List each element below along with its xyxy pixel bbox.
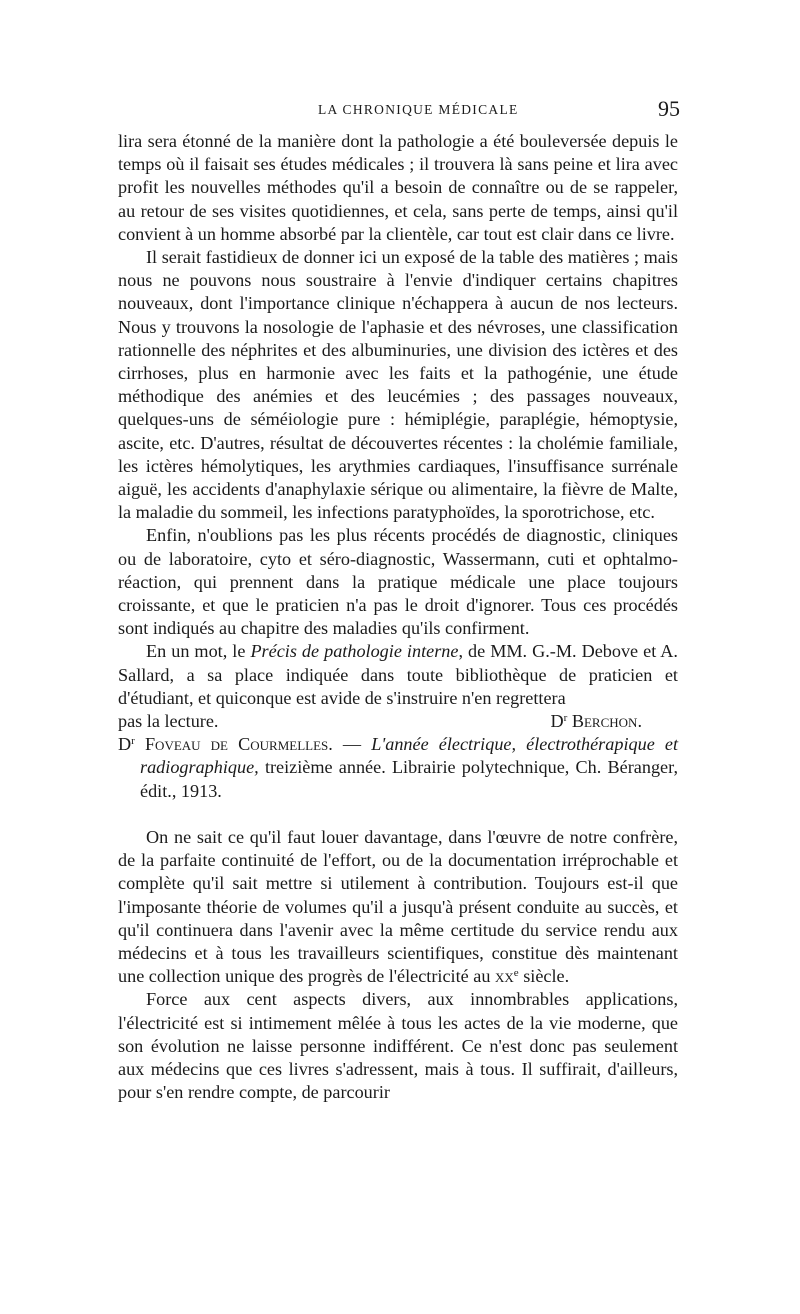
- heading-dash: —: [332, 734, 372, 755]
- text-run: On ne sait ce qu'il faut louer davantage, dans l'œuvre de notre confrère, de la parfaite continuité de l'effort, ou de la documentation irréprochable et complète qu'il sait mettre si utilement à contribution. Toujours est-il que l'imposante théorie de volumes qu'il a jusqu'à présent conduite au succès, et qu'il continuera dans l'avenir avec la même certitude du service rendu aux médecins et à tous les travailleurs scientifiques, constitue dès maintenant une collection unique des progrès de l'électricité au: [118, 826, 678, 987]
- review-heading: [118, 733, 678, 803]
- publication-details: treizième année. Librairie polytechnique, Ch. Béranger, édit., 1913.: [140, 757, 678, 801]
- paragraph: lira sera étonné de la manière dont la pathologie a été bouleversée depuis le temps où il faisait ses études médicales ; il trouvera là sans peine et lira avec profit les nouvelles méthodes qu'il a besoin de connaître ou de se rappeler, au retour de ses visites quotidiennes, et cela, sans perte de temps, ainsi qu'il convient à un homme absorbé par la clientèle, car tout est clair dans ce livre.: [118, 131, 678, 244]
- review-foveau-de-courmelles: [118, 733, 678, 1104]
- century-numeral: xx: [494, 966, 514, 987]
- paragraph: Il serait fastidieux de donner ici un exposé de la table des matières ; mais nous ne pouvons nous soustraire à l'envie d'indiquer certains chapitres nouveaux, dont l'importance clinique n'échappera à aucun de nos lecteurs. Nous y trouvons la nosologie de l'aphasie et des névroses, une classification rationnelle des néphrites et des albuminuries, une division des ictères et des cirrhoses, plus en harmonie avec les faits et la pathogénie, une étude méthodique des anémies et des leucémies ; des passages nouveaux, quelques-uns de séméiologie pure : hémiplégie, paraplégie, hémoptysie, ascite, etc. D'autres, résultat de découvertes récentes : la cholémie familiale, les ictères hémolytiques, les arythmies cardiaques, l'insuffisance surrénale aiguë, les accidents d'anaphylaxie sérique ou alimentaire, la fièvre de Malte, la maladie du sommeil, les infections paratyphoïdes, la sporotrichose, etc.: [118, 247, 678, 523]
- author-title: D: [118, 734, 132, 755]
- book-title: Précis de pathologie interne: [250, 641, 459, 662]
- signature-title: D: [550, 711, 564, 732]
- text-run: En un mot, le: [146, 641, 251, 662]
- author-name: Foveau de Courmelles.: [144, 734, 333, 755]
- text-run: siècle.: [518, 966, 570, 987]
- page-body: [118, 130, 678, 1104]
- paragraph: Force aux cent aspects divers, aux innombrables applications, l'électricité est si intimement mêlée à tous les actes de la vie moderne, que son évolution ne laisse personne indifférent. Ce n'est donc pas seulement aux médecins que ces livres s'adressent, mais à tous. Il suffirait, d'ailleurs, pour s'en rendre compte, de parcourir: [118, 989, 678, 1103]
- paragraph: [118, 826, 678, 988]
- author-title-sup: r: [131, 735, 135, 748]
- closing-line: [118, 710, 678, 733]
- signature-name: Berchon.: [571, 711, 642, 732]
- review-debove-sallard: [118, 130, 678, 733]
- running-head: [118, 92, 678, 122]
- section-spacer: [118, 803, 678, 826]
- paragraph: Enfin, n'oublions pas les plus récents procédés de diagnostic, cliniques ou de laboratoire, cyto et séro-diagnostic, Wassermann, cuti et ophtalmo-réaction, qui prennent dans la pratique médicale une place toujours croissante, et que le praticien n'a pas le droit d'ignorer. Tous ces procédés sont indiqués au chapitre des maladies qu'ils confirment.: [118, 525, 678, 639]
- paragraph: [118, 640, 678, 710]
- text-run: , de MM. G.-M. Debove et A. Sallard, a sa place indiquée dans toute bibliothèque de praticien et d'étudiant, et quiconque est avide de s'instruire n'en regrettera: [118, 641, 678, 708]
- running-title: LA CHRONIQUE MÉDICALE: [318, 102, 519, 117]
- reviewer-signature: [551, 710, 643, 733]
- book-title: L'année électrique, électrothérapique et radiographique,: [140, 734, 679, 778]
- page-number: 95: [658, 96, 680, 121]
- signature-title-sup: r: [563, 712, 568, 725]
- century-sup: e: [513, 967, 519, 980]
- closing-text: pas la lecture.: [118, 711, 219, 732]
